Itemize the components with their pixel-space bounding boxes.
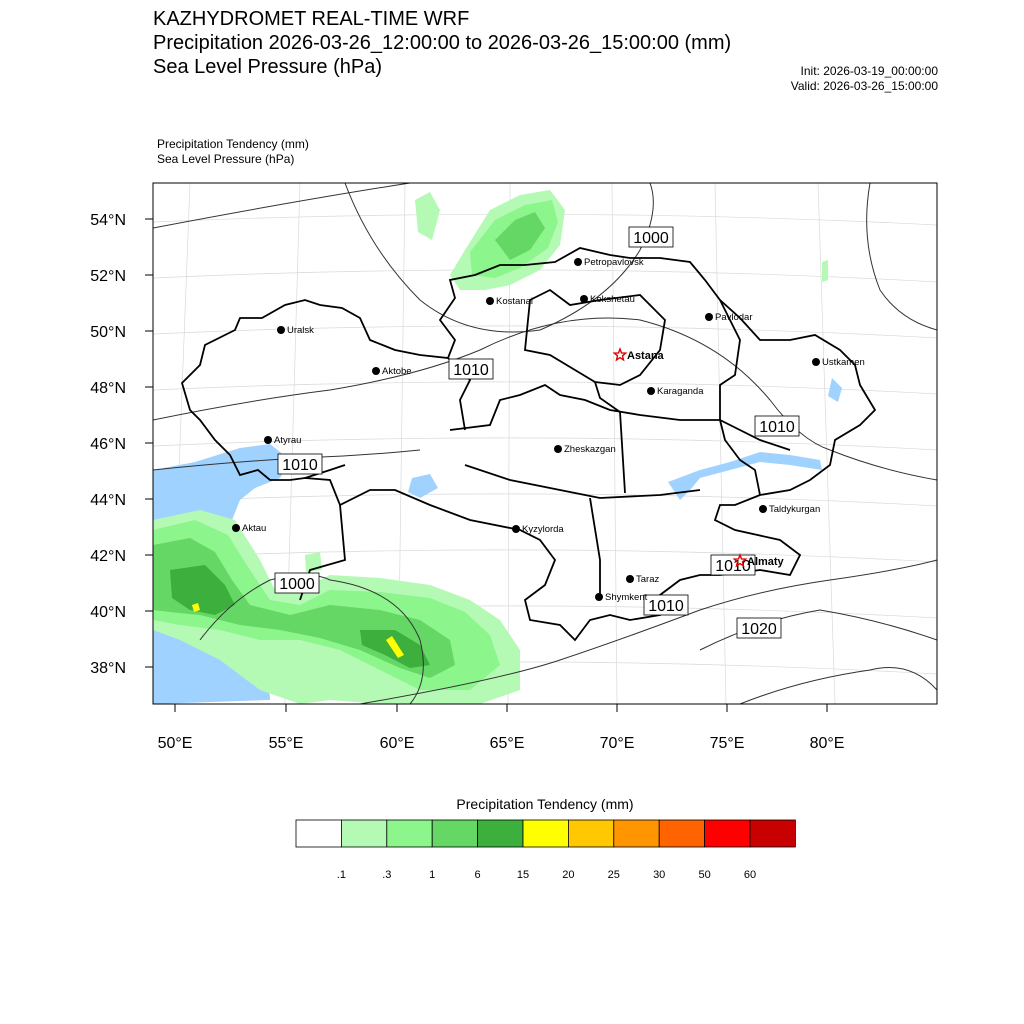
city-dot-icon <box>759 505 767 513</box>
lon-label: 80°E <box>809 735 845 752</box>
lat-label: 48°N <box>90 380 126 397</box>
city-label: Petropavlovsk <box>584 257 644 268</box>
colorbar-label: 20 <box>562 869 575 881</box>
city-dot-icon <box>512 525 520 533</box>
city-dot-icon <box>372 367 380 375</box>
init-time: Init: 2026-03-19_00:00:00 <box>800 64 938 78</box>
city-dot-icon <box>647 387 655 395</box>
colorbar-label: 6 <box>474 869 481 881</box>
city-dot-icon <box>264 436 272 444</box>
lat-label: 46°N <box>90 436 126 453</box>
isobar-label: 1000 <box>633 230 669 247</box>
lat-label: 50°N <box>90 324 126 341</box>
lat-label: 54°N <box>90 212 126 229</box>
city-label: Pavlodar <box>715 312 753 323</box>
city-dot-icon <box>277 326 285 334</box>
city-dot-icon <box>812 358 820 366</box>
lon-label: 60°E <box>379 735 415 752</box>
colorbar-swatch <box>523 820 568 847</box>
city-dot-icon <box>580 295 588 303</box>
colorbar-swatch <box>478 820 523 847</box>
city-label: Taraz <box>636 574 660 585</box>
city-dot-icon <box>705 313 713 321</box>
city-label: Aktobe <box>382 366 412 377</box>
valid-time: Valid: 2026-03-26_15:00:00 <box>790 79 938 93</box>
city-label: Astana <box>627 350 664 362</box>
colorbar-swatch <box>296 820 341 847</box>
colorbar-swatch <box>341 820 386 847</box>
lat-label: 44°N <box>90 492 126 509</box>
lon-label: 55°E <box>268 735 304 752</box>
city-label: Kostanai <box>496 296 533 307</box>
colorbar-swatch <box>705 820 750 847</box>
city-dot-icon <box>626 575 634 583</box>
isobar-label: 1010 <box>648 598 684 615</box>
colorbar-swatch <box>568 820 613 847</box>
lon-label: 65°E <box>489 735 525 752</box>
city-label: Shymkent <box>605 592 648 603</box>
colorbar-label: 60 <box>743 869 757 881</box>
colorbar-swatch <box>614 820 659 847</box>
colorbar-label: 1 <box>429 869 436 881</box>
city-label: Kyzylorda <box>522 524 564 535</box>
colorbar-label: 30 <box>653 869 666 881</box>
city-label: Uralsk <box>287 325 314 336</box>
city-label: Almaty <box>747 556 784 568</box>
capital-star-icon <box>614 349 625 360</box>
city-label: Taldykurgan <box>769 504 821 515</box>
city-label: Atyrau <box>274 435 302 446</box>
colorbar-label: .3 <box>382 869 392 881</box>
map-layers <box>153 183 937 704</box>
colorbar <box>296 820 795 881</box>
colorbar-label: .1 <box>336 869 346 881</box>
city-dot-icon <box>554 445 562 453</box>
lon-label: 75°E <box>709 735 745 752</box>
colorbar-label: 50 <box>698 869 711 881</box>
colorbar-label: 15 <box>516 869 530 881</box>
map-title: KAZHYDROMET REAL-TIME WRF <box>153 8 470 30</box>
city-dot-icon <box>595 593 603 601</box>
colorbar-label: 25 <box>607 869 620 881</box>
lon-label: 50°E <box>157 735 193 752</box>
colorbar-title: Precipitation Tendency (mm) <box>456 796 634 812</box>
city-label: Ustkamen <box>822 357 865 368</box>
subtitle-slp: Sea Level Pressure (hPa) <box>157 152 295 166</box>
isobar-label: 1000 <box>279 576 315 593</box>
city-label: Karaganda <box>657 386 704 397</box>
subtitle-precip: Precipitation Tendency (mm) <box>157 137 309 151</box>
longitude-labels <box>158 735 845 752</box>
lat-label: 40°N <box>90 604 126 621</box>
lon-label: 70°E <box>599 735 635 752</box>
city-label: Kokshetau <box>590 294 635 305</box>
colorbar-swatch <box>659 820 704 847</box>
colorbar-swatch <box>750 820 795 847</box>
isobar-label: 1010 <box>759 419 795 436</box>
colorbar-swatch <box>432 820 477 847</box>
lat-label: 42°N <box>90 548 126 565</box>
city-dot-icon <box>232 524 240 532</box>
lat-label: 52°N <box>90 268 126 285</box>
city-dot-icon <box>574 258 582 266</box>
city-dot-icon <box>486 297 494 305</box>
slp-field-title: Sea Level Pressure (hPa) <box>153 56 383 78</box>
city-label: Aktau <box>242 523 267 534</box>
city-label: Zheskazgan <box>564 444 616 455</box>
isobar-label: 1010 <box>715 558 751 575</box>
colorbar-swatch <box>387 820 432 847</box>
latitude-labels <box>90 212 126 677</box>
lat-label: 38°N <box>90 660 126 677</box>
isobar-label: 1010 <box>453 362 489 379</box>
precip-field-title: Precipitation 2026-03-26_12:00:00 to 2026-03-26_15:00:00 (mm) <box>153 32 732 54</box>
isobar-label: 1020 <box>741 621 777 638</box>
isobar-label: 1010 <box>282 457 318 474</box>
